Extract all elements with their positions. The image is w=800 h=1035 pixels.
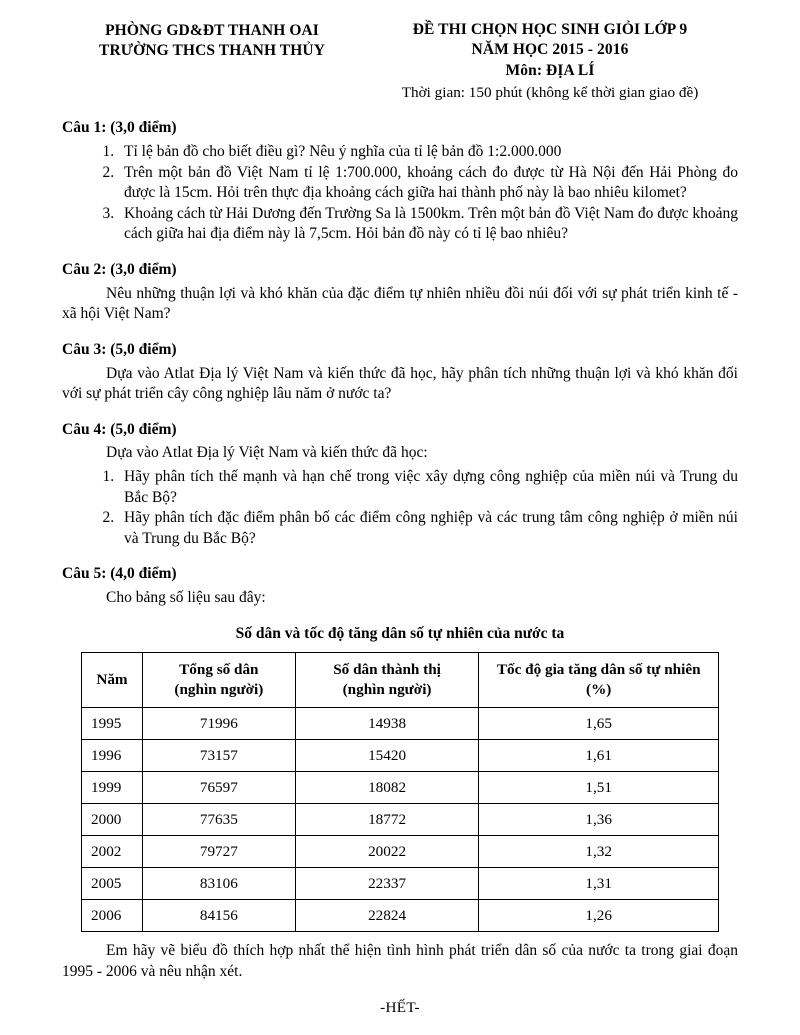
cell-urban: 18082 (295, 772, 479, 804)
subject-line: Môn: ĐỊA LÍ (505, 61, 595, 79)
table-caption: Số dân và tốc độ tăng dân số tự nhiên của nước ta (235, 624, 565, 642)
question-4-list (62, 467, 738, 549)
column-header-urban-line1: Số dân thành thị (333, 661, 441, 679)
column-header-total-line2: (nghìn người) (174, 680, 264, 698)
question-1-list (62, 142, 738, 245)
table-row (82, 772, 719, 804)
column-header-urban-line2: (nghìn người) (342, 680, 432, 698)
cell-year: 1999 (82, 772, 143, 804)
cell-urban: 18772 (295, 804, 479, 836)
end-marker: -HẾT- (380, 999, 420, 1017)
column-header-total-population (142, 653, 295, 708)
column-header-natural-growth-rate (479, 653, 719, 708)
list-item: 3. Khoảng cách từ Hải Dương đến Trường Sa là 1500km. Trên một bản đồ Việt Nam đo được khoảng cách giữa hai địa điểm này là 7,5cm. Hỏi bản đồ này có tỉ lệ bao nhiêu? (118, 204, 738, 245)
cell-year: 2002 (82, 836, 143, 868)
cell-urban: 20022 (295, 836, 479, 868)
question-heading-1: Câu 1: (3,0 điểm) (62, 119, 177, 137)
cell-year: 2000 (82, 804, 143, 836)
column-header-year-line1: Năm (96, 670, 128, 688)
question-heading-2: Câu 2: (3,0 điểm) (62, 261, 177, 279)
school-name: TRƯỜNG THCS THANH THỦY (99, 42, 325, 60)
cell-year: 2006 (82, 900, 143, 932)
cell-total: 84156 (142, 900, 295, 932)
cell-rate: 1,51 (479, 772, 719, 804)
exam-title: ĐỀ THI CHỌN HỌC SINH GIỎI LỚP 9 (412, 21, 688, 38)
column-header-year (82, 653, 143, 708)
table-row (82, 708, 719, 740)
cell-total: 83106 (142, 868, 295, 900)
cell-total: 73157 (142, 740, 295, 772)
table-row (82, 868, 719, 900)
table-row (82, 804, 719, 836)
column-header-rate-line1: Tốc độ gia tăng dân số tự nhiên (496, 661, 701, 679)
duration-line: Thời gian: 150 phút (không kể thời gian giao đề) (401, 84, 699, 102)
list-item: 2. Hãy phân tích đặc điểm phân bố các điểm công nghiệp và các trung tâm công nghiệp ở miền núi và Trung du Bắc Bộ? (118, 508, 738, 549)
list-item: 1. Hãy phân tích thế mạnh và hạn chế trong việc xây dựng công nghiệp của miền núi và Trung du Bắc Bộ? (118, 467, 738, 508)
cell-rate: 1,31 (479, 868, 719, 900)
list-item: 2. Trên một bản đồ Việt Nam tỉ lệ 1:700.000, khoảng cách đo được từ Hà Nội đến Hải Phòng đo được là 15cm. Hỏi trên thực địa khoảng cách giữa hai thành phố này là bao nhiêu kilomet? (118, 163, 738, 204)
column-header-total-line1: Tổng số dân (179, 661, 259, 679)
document-header (62, 20, 738, 103)
cell-total: 76597 (142, 772, 295, 804)
cell-total: 71996 (142, 708, 295, 740)
cell-urban: 14938 (295, 708, 479, 740)
cell-year: 2005 (82, 868, 143, 900)
table-body (82, 708, 719, 932)
department-name: PHÒNG GD&ĐT THANH OAI (105, 22, 319, 39)
question-heading-4: Câu 4: (5,0 điểm) (62, 420, 177, 438)
cell-urban: 22337 (295, 868, 479, 900)
table-row (82, 836, 719, 868)
cell-rate: 1,32 (479, 836, 719, 868)
cell-rate: 1,65 (479, 708, 719, 740)
cell-urban: 22824 (295, 900, 479, 932)
table-header-row-group (82, 653, 719, 708)
closing-instruction: Em hãy vẽ biểu đồ thích hợp nhất thể hiện tình hình phát triển dân số của nước ta trong giai đoạn 1995 - 2006 và nêu nhận xét. (62, 942, 738, 980)
question-3-text: Dựa vào Atlat Địa lý Việt Nam và kiến thức đã học, hãy phân tích những thuận lợi và khó khăn đối với sự phát triển cây công nghiệp lâu năm ở nước ta? (62, 364, 738, 403)
list-item: 1. Tỉ lệ bản đồ cho biết điều gì? Nêu ý nghĩa của tỉ lệ bản đồ 1:2.000.000 (118, 142, 738, 163)
school-year: NĂM HỌC 2015 - 2016 (471, 41, 629, 59)
school-identity-block (62, 20, 362, 62)
question-heading-5: Câu 5: (4,0 điểm) (62, 565, 177, 583)
cell-total: 79727 (142, 836, 295, 868)
cell-year: 1995 (82, 708, 143, 740)
question-2-text: Nêu những thuận lợi và khó khăn của đặc điểm tự nhiên nhiều đồi núi đối với sự phát triển kinh tế - xã hội Việt Nam? (62, 284, 738, 323)
question-4-intro: Dựa vào Atlat Địa lý Việt Nam và kiến thức đã học: (106, 444, 428, 462)
question-heading-3: Câu 3: (5,0 điểm) (62, 340, 177, 358)
column-header-rate-line2: (%) (586, 680, 612, 698)
table-header-row (82, 653, 719, 708)
cell-urban: 15420 (295, 740, 479, 772)
cell-rate: 1,61 (479, 740, 719, 772)
table-row (82, 900, 719, 932)
population-data-table (81, 652, 719, 932)
column-header-urban-population (295, 653, 479, 708)
cell-rate: 1,36 (479, 804, 719, 836)
cell-total: 77635 (142, 804, 295, 836)
exam-identity-block (362, 20, 738, 103)
cell-rate: 1,26 (479, 900, 719, 932)
question-5-intro: Cho bảng số liệu sau đây: (106, 589, 266, 606)
table-row (82, 740, 719, 772)
cell-year: 1996 (82, 740, 143, 772)
